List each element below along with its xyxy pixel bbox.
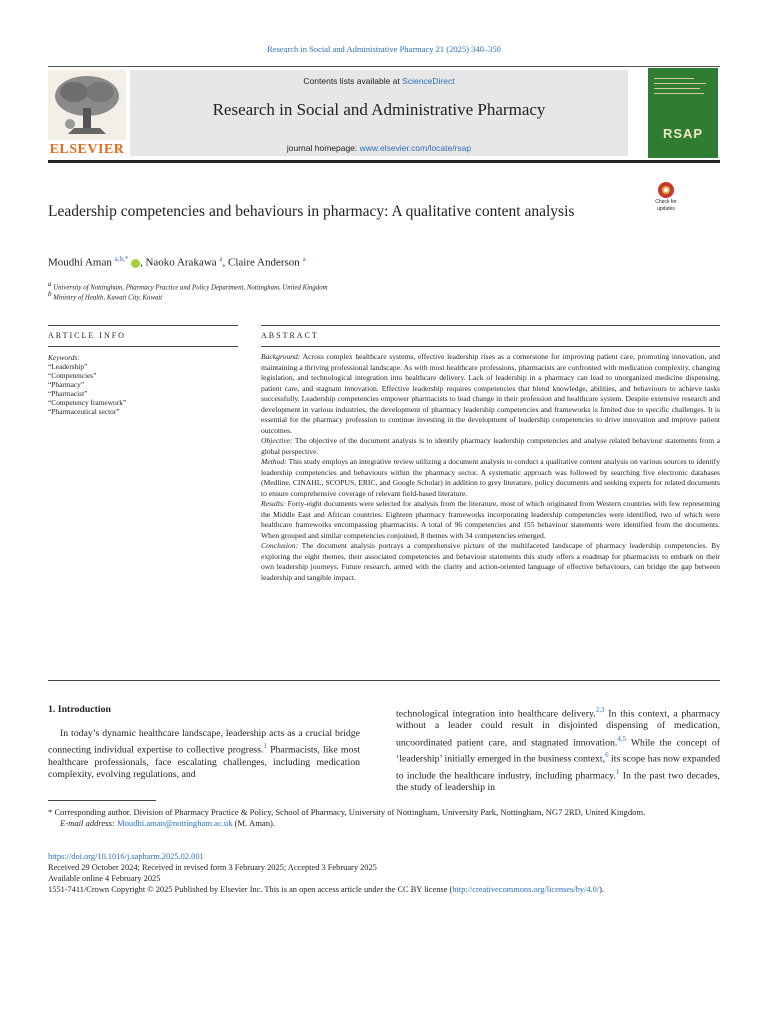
abstract-section-label: Method: [261, 457, 287, 466]
body-right-column [396, 704, 720, 794]
copyright-text: 1551-7411/Crown Copyright © 2025 Published by Elsevier Inc. This is an open access article under the CC BY license ( [48, 885, 453, 894]
journal-cover-thumbnail [648, 68, 718, 158]
affiliation-text: Ministry of Health, Kuwait City, Kuwait [53, 294, 163, 302]
keyword: “Competencies” [48, 371, 97, 380]
reference-link[interactable]: 6 [605, 751, 609, 760]
abstract-section-label: Conclusion: [261, 541, 299, 550]
abstract-section-text: This study employs an integrative review utilizing a document analysis to conduct a qualitative content analysis on various sources to identify leadership competencies and behaviours within the pharmacy sector. A systematic approach was followed by searching five electronic databases (Medline, CINAHL, SCOPUS, ERIC, and Google Scholar) in addition to grey literature, policy documents and seeking experts for related documents to ensure comprehensive coverage of relevant field-based literature. [261, 457, 720, 498]
corresponding-author-text: * Corresponding author. Division of Pharmacy Practice & Policy, School of Pharmacy, University of Nottingham, University Park, Nottingham, NG7 2RD, United Kingdom. [48, 807, 646, 817]
keyword: “Pharmacist” [48, 389, 88, 398]
affiliation-text: University of Nottingham, Pharmacy Practice and Policy Department, Nottingham, United Kingdom [53, 284, 328, 292]
keyword: “Pharmaceutical sector” [48, 407, 120, 416]
check-updates-label-2: updates [657, 206, 675, 212]
journal-citation[interactable]: Research in Social and Administrative Pharmacy 21 (2025) 340–350 [267, 44, 501, 54]
abstract-end-rule [48, 680, 720, 681]
abstract-heading: ABSTRACT [261, 331, 319, 340]
check-updates-label-1: Check for [655, 199, 677, 205]
section-heading: 1. Introduction [48, 704, 111, 715]
email-link[interactable]: Moudhi.aman@nottingham.ac.uk [116, 818, 233, 828]
reference-link[interactable]: 4,5 [617, 734, 627, 743]
available-online: Available online 4 February 2025 [48, 874, 161, 883]
article-info-top-rule [48, 325, 238, 326]
cover-title-line [654, 93, 704, 94]
keywords-label: Keywords: [48, 353, 80, 362]
abstract-section-text: The objective of the document analysis is to identify pharmacy leadership competencies and analyse related behaviour statements from a global perspective. [261, 436, 720, 456]
abstract-bottom-rule [261, 346, 720, 347]
reference-link[interactable]: 1 [615, 767, 620, 776]
email-line [48, 818, 720, 829]
footnote-rule [48, 800, 156, 801]
abstract-section-label: Objective: [261, 436, 293, 445]
abstract-section-label: Background: [261, 352, 301, 361]
author-list: Moudhi Aman $^{a,b,*}$ , Naoko Arakawa $^a$, Claire Anderson $^a$ [48, 255, 306, 269]
orcid-icon[interactable] [131, 259, 140, 268]
article-title: Leadership competencies and behaviours in pharmacy: A qualitative content analysis [48, 203, 575, 220]
article-info-heading: ARTICLE INFO [48, 331, 126, 340]
body-text: While the concept of ‘leadership’ initially emerged in the business context, [396, 736, 720, 765]
abstract-conclusion [261, 541, 720, 583]
affiliation-mark: b [48, 290, 52, 298]
affiliation-mark: a [48, 280, 52, 288]
copyright-line [48, 884, 728, 895]
author-name[interactable]: Naoko Arakawa [145, 256, 217, 269]
contents-prefix: Contents lists available at [303, 76, 403, 86]
journal-homepage [130, 143, 628, 153]
elsevier-wordmark: ELSEVIER [49, 142, 125, 157]
body-text: its scope has now expanded to include the healthcare industry, including pharmacy. [396, 753, 721, 781]
header-thick-rule [48, 160, 720, 163]
keyword: “Leadership” [48, 362, 88, 371]
cover-title-line [654, 78, 694, 79]
author-name[interactable]: Claire Anderson [228, 256, 300, 269]
body-left-column [48, 728, 360, 781]
abstract-top-rule [261, 325, 720, 326]
abstract-objective [261, 436, 720, 457]
email-label: E-mail address: [60, 818, 117, 828]
sciencedirect-link[interactable]: ScienceDirect [402, 76, 455, 86]
body-text: technological integration into healthcare delivery. [396, 708, 596, 720]
journal-title: Research in Social and Administrative Pharmacy [212, 100, 546, 119]
corresponding-author-footnote [48, 807, 720, 829]
author-affiliation-mark[interactable]: a,b,* [114, 255, 129, 263]
doi-link[interactable]: https://doi.org/10.1016/j.sapharm.2025.02.001 [48, 852, 204, 861]
reference-link[interactable]: 1 [263, 742, 267, 751]
body-text: In today’s dynamic healthcare landscape, leadership acts as a crucial bridge connecting individual expertise to collective progress. [48, 728, 360, 756]
abstract-method [261, 457, 720, 499]
abstract-section-text: The document analysis portrays a comprehensive picture of the multifaceted landscape of pharmacy leadership competencies. By exploring the eight themes, their associated competencies and behaviour statements this study offers a roadmap for pharmacists to embark on their own leadership journeys. Future research, armed with the clarity and action-oriented language of effective behaviours, can bridge the gap between leadership and tangible impact. [261, 541, 720, 582]
body-text: In the past two decades, the study of leadership in [396, 769, 720, 794]
body-text: Pharmacists, like most healthcare professionals, face escalating challenges, including medication complexity, evolving regulations, and [48, 744, 360, 780]
author-name[interactable]: Moudhi Aman [48, 256, 112, 269]
cover-title-line [654, 88, 700, 89]
reference-link[interactable]: 2,3 [595, 706, 605, 714]
cover-acronym: RSAP [662, 126, 704, 141]
abstract-section-label: Results: [261, 499, 286, 508]
intro-paragraph-continued [396, 704, 720, 794]
check-updates-icon [658, 182, 674, 198]
author-affiliation-mark[interactable]: a [219, 255, 223, 263]
body-text: In this context, a pharmacy without a leader could result in disjointed dispensing of medication, uncoordinated patient care, and stagnated innovation. [396, 708, 720, 748]
affiliation [48, 290, 162, 301]
author-affiliation-mark[interactable]: a [302, 255, 306, 263]
abstract-body [261, 352, 720, 583]
header-divider [48, 66, 720, 67]
copyright-suffix: ). [599, 885, 605, 894]
cover-title-line [654, 83, 706, 84]
email-suffix: (M. Aman). [232, 818, 276, 828]
article-info-bottom-rule [48, 346, 238, 347]
keyword: “Pharmacy” [48, 380, 85, 389]
received-dates: Received 29 October 2024; Received in revised form 3 February 2025; Accepted 3 February 2025 [48, 863, 377, 872]
intro-paragraph [48, 728, 360, 781]
homepage-prefix: journal homepage: [286, 143, 360, 153]
contents-line [130, 76, 628, 86]
homepage-link[interactable]: www.elsevier.com/locate/rsap [359, 143, 472, 153]
check-for-updates-badge[interactable] [646, 182, 686, 216]
license-link[interactable]: http://creativecommons.org/licenses/by/4.0/ [452, 885, 600, 894]
keyword: “Competency framework” [48, 398, 127, 407]
abstract-results [261, 499, 720, 541]
abstract-section-text: Forty-eight documents were selected for analysis from the literature, most of which originated from Western countries with few representing the Middle East and African countries. Eighteen pharmacy frameworks incorporating leadership competencies were identified, two of which were healthcare frameworks encompassing pharmacists. A total of 96 competencies and 155 behaviour statements were identified from the documents. When grouped and similar competencies conjoined, 8 themes with 34 competencies emerged. [261, 499, 720, 540]
abstract-section-text: Across complex healthcare systems, effective leadership rises as a cornerstone for improving patient care, promoting innovation, and maintaining a thriving professional landscape. As with most healthcare professions, pharmacists are confronted with medication complexity, changing legislation, and technological integration into healthcare delivery. Lack of leadership in a pharmacy can lead to unorganized medicine dispensing, patient care, and stagnant innovation. Effective leadership requires competencies that blend knowledge, abilities, and behaviours to achieve tasks successfully. Leadership competencies empower pharmacists to lead change in their profession and healthcare system. Despite extensive research and development in various industries, the development of pharmacy leadership competencies and frameworks is limited due to specific challenges. It is essential for the pharmacy profession to continue investing in the development of leadership competencies to drive innovation and improve patient outcomes. [261, 352, 720, 435]
abstract-background [261, 352, 720, 436]
